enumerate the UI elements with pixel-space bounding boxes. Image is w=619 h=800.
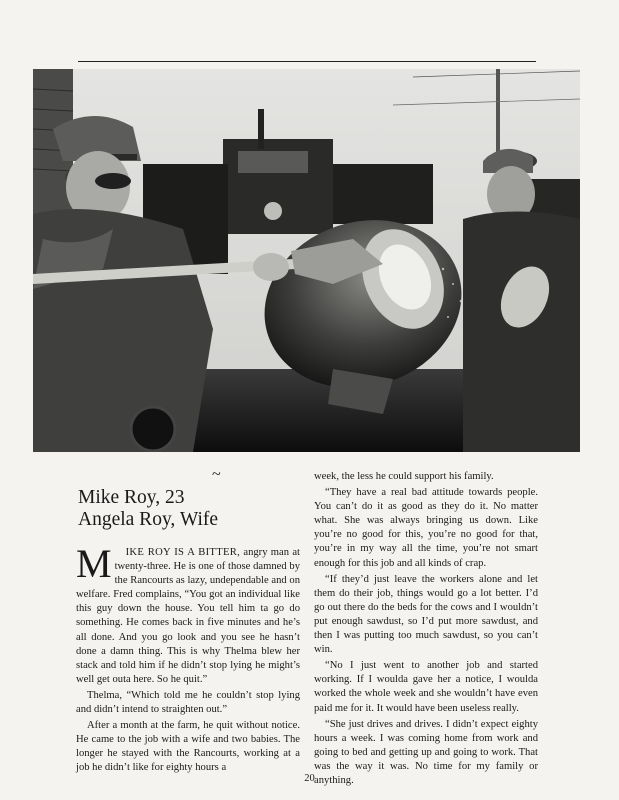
chapter-heading (78, 487, 298, 531)
ornament-tilde: ~ (212, 466, 221, 483)
text-column-right (314, 470, 538, 790)
drop-cap: M (76, 541, 112, 586)
paragraph: After a month at the farm, he quit without notice. He came to the job with a wife and two babies. The longer he stayed with the Rancourts, working at a job he didn’t like for eighty hours a (76, 720, 300, 774)
paragraph: week, the less he could support his family. (314, 471, 494, 482)
paragraph: “If they’d just leave the workers alone and let them do their job, things would go a lot better. I’d go out there do the beds for the cows and I wouldn’t put enough sawdust, so I’d put more sawdust, and then I was putting too much sawdust, so you can’t win. (314, 573, 538, 656)
paragraph: Thelma, “Which told me he couldn’t stop lying and didn’t intend to straighten out.” (76, 689, 300, 716)
lead-caps: IKE ROY IS A BITTER, (125, 547, 241, 558)
page-number: 20 (304, 773, 315, 784)
paragraph: “No I just went to another job and started working. If I woulda gave her a notice, I woulda worked the whole week and she wouldn’t have even paid me for it. It would have been useless really. (314, 660, 538, 714)
photo-farm-workers (33, 69, 580, 452)
paragraph (76, 541, 300, 687)
paragraph: “She just drives and drives. I didn’t expect eighty hours a week. I was coming home from work and going to bed and getting up and going to work. That was the way it was. No time for my family or anything. (314, 718, 538, 786)
paragraph: “They have a real bad attitude towards people. You can’t do it as good as they do it. No matter what. She was always bringing us down. Like you’re no good for this, you’re no good for that, you’re in my way all the time, you’re not smart enough for this job and all kinds of crap. (314, 487, 538, 569)
text-column-left (76, 541, 300, 778)
farm-workers-photo-illustration (33, 69, 580, 452)
top-rule (78, 61, 536, 62)
heading-name-mike: Mike Roy, 23 (78, 487, 185, 508)
heading-name-angela: Angela Roy, Wife (78, 509, 219, 530)
paragraph-text: angry man at twenty-three. He is one of those damned by the Rancourts as lazy, undependable and on welfare. Fred complains, “You got an individual like this guy down the house. You tell him ta go do something. He comes back in five minutes and he’s all done. And you go look and you see he hasn’t done a damn thing. This is why Thelma blew her stack and told him if he didn’t stop lying he might’s well get outa here. So he quit.” (76, 547, 300, 685)
